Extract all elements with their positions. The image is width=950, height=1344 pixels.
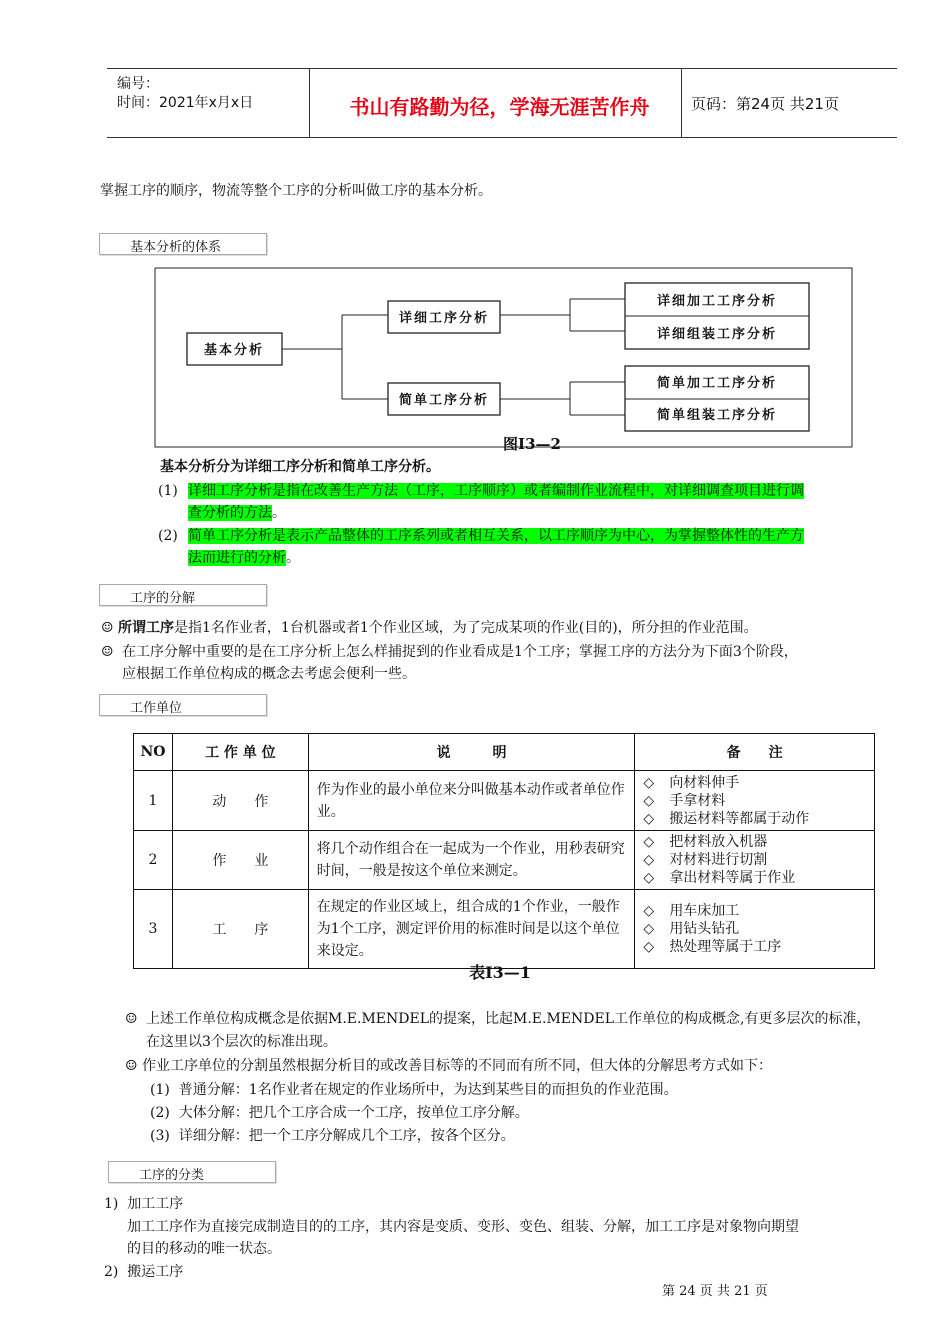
table-header-row — [134, 734, 875, 771]
table-row — [134, 890, 875, 969]
cell-no: 2 — [134, 831, 173, 890]
bullet-paragraph — [122, 641, 798, 685]
remark-text: 用车床加工 — [669, 903, 740, 919]
list-item — [188, 525, 804, 569]
bullet-paragraph — [146, 1008, 870, 1030]
header-serial: 编号： — [117, 76, 159, 92]
cell-remarks — [635, 890, 875, 969]
section-title-box — [99, 233, 267, 255]
remark-text: 搬运材料等都属于动作 — [669, 810, 810, 827]
diamond-icon: ◇ — [643, 852, 655, 868]
node-root: 基本分析 — [203, 343, 265, 358]
bullet-text: 应根据工作单位构成的概念去考虑会便利一些。 — [122, 666, 416, 682]
list-number: (1) — [150, 1082, 170, 1098]
column-header: 工 作 单 位 — [172, 734, 308, 771]
diamond-icon: ◇ — [643, 870, 655, 886]
node-simple-processing: 简单加工工序分析 — [656, 376, 778, 391]
header-time: 时间：2021年x月x日 — [117, 95, 254, 111]
highlighted-text: 法而进行的分析 — [188, 550, 286, 566]
smiley-icon: ☺ — [125, 1058, 138, 1074]
cell-unit: 作 业 — [172, 831, 308, 890]
list-number: 1) — [104, 1196, 119, 1212]
list-item — [150, 1125, 515, 1147]
list-text: 普通分解：1名作业者在规定的作业场所中，为达到某些目的而担负的作业范围。 — [178, 1082, 678, 1098]
remark-text: 热处理等属于工序 — [669, 939, 782, 955]
remark-text: 手拿材料 — [669, 792, 726, 809]
list-text: 详细分解：把一个工序分解成几个工序，按各个区分。 — [178, 1128, 515, 1144]
list-item — [188, 480, 804, 524]
class-title: 加工工序 — [127, 1196, 184, 1212]
smiley-icon: ☺ — [101, 620, 114, 636]
diamond-icon: ◇ — [643, 834, 655, 850]
node-simple-assembly: 简单组装工序分析 — [656, 408, 778, 423]
table-caption: 表I3—1 — [469, 963, 531, 982]
table-row — [134, 771, 875, 831]
list-number: (1) — [158, 483, 178, 499]
bullet-text: 作业工序单位的分割虽然根据分析目的或改善目标等的不同而有所不同，但大体的分解思考方式如下： — [142, 1058, 773, 1074]
header-divider — [309, 69, 310, 137]
diagram-caption: 图I3—2 — [503, 435, 561, 453]
punctuation: 。 — [286, 550, 300, 566]
bold-term: 所谓工序 — [118, 620, 175, 636]
column-header: NO — [134, 734, 173, 771]
description-text: 的目的移动的唯一状态。 — [127, 1241, 281, 1257]
cell-remarks — [635, 831, 875, 890]
node-detailed-analysis: 详细工序分析 — [398, 311, 490, 326]
remark-text: 对材料进行切割 — [669, 852, 768, 868]
header-motto: 书山有路勤为径，学海无涯苦作舟 — [349, 95, 650, 119]
intro-paragraph: 掌握工序的顺序，物流等整个工序的分析叫做工序的基本分析。 — [100, 183, 492, 199]
bullet-text: 上述工作单位构成概念是依据M.E.MENDEL的提案，比起M.E.MENDEL工作单位的构成概念,有更多层次的标准， — [146, 1011, 871, 1027]
diamond-icon: ◇ — [643, 903, 655, 919]
punctuation: 。 — [272, 505, 286, 521]
page-footer: 第 24 页 共 21 页 — [662, 1284, 768, 1299]
cell-unit: 工 序 — [172, 890, 308, 969]
section-title-box — [108, 1161, 276, 1183]
basic-analysis-diagram — [150, 265, 860, 455]
class-description — [127, 1216, 799, 1260]
section-title-box — [99, 694, 267, 716]
section-title: 工序的分解 — [130, 591, 196, 606]
diamond-icon: ◇ — [643, 939, 655, 955]
section-title: 工序的分类 — [139, 1168, 205, 1183]
section-title: 基本分析的体系 — [130, 240, 222, 255]
list-number: (2) — [150, 1105, 170, 1121]
header-page-info: 页码：第24页 共21页 — [691, 95, 839, 113]
remark-text: 拿出材料等属于作业 — [669, 870, 796, 886]
class-heading — [104, 1193, 183, 1215]
remark-text: 向材料伸手 — [669, 774, 740, 791]
remark-text: 用钻头钻孔 — [669, 921, 740, 937]
table-row — [134, 831, 875, 890]
page-header — [107, 68, 897, 138]
highlighted-text: 查分析的方法 — [188, 505, 272, 521]
node-detailed-processing: 详细加工工序分析 — [656, 294, 778, 309]
remark-text: 把材料放入机器 — [669, 834, 768, 850]
cell-description: 作为作业的最小单位来分叫做基本动作或者单位作业。 — [308, 771, 635, 831]
diamond-icon: ◇ — [643, 921, 655, 937]
smiley-icon: ☺ — [125, 1011, 138, 1027]
node-detailed-assembly: 详细组装工序分析 — [656, 327, 778, 342]
smiley-icon: ☺ — [101, 644, 114, 660]
column-header: 备 注 — [635, 734, 875, 771]
cell-remarks — [635, 771, 875, 831]
bullet-text: 在这里以3个层次的标准出现。 — [146, 1034, 337, 1050]
header-meta — [117, 75, 253, 113]
bullet-text: 是指1名作业者，1台机器或者1个作业区域，为了完成某项的作业(目的)，所分担的作业范围。 — [174, 620, 758, 636]
class-title: 搬运工序 — [127, 1264, 184, 1280]
diamond-icon: ◇ — [643, 810, 655, 827]
list-number: 2) — [104, 1264, 119, 1280]
column-header: 说 明 — [308, 734, 635, 771]
list-item — [150, 1079, 678, 1101]
summary-sentence: 基本分析分为详细工序分析和简单工序分析。 — [160, 459, 440, 475]
cell-no: 1 — [134, 771, 173, 831]
cell-no: 3 — [134, 890, 173, 969]
cell-description: 在规定的作业区域上，组合成的1个作业，一般作为1个工序，测定评价用的标准时间是以这个单位来设定。 — [308, 890, 635, 969]
cell-unit: 动 作 — [172, 771, 308, 831]
list-number: (2) — [158, 528, 178, 544]
list-text: 大体分解：把几个工序合成一个工序，按单位工序分解。 — [178, 1105, 529, 1121]
class-heading — [104, 1261, 183, 1283]
diamond-icon: ◇ — [643, 792, 655, 809]
section-title-box — [99, 584, 267, 606]
highlighted-text: 详细工序分析是指在改善生产方法（工序，工序顺序）或者编制作业流程中，对详细调查项目进行调 — [188, 483, 804, 499]
bullet-paragraph — [101, 617, 758, 639]
bullet-paragraph — [125, 1055, 772, 1077]
description-text: 加工工序作为直接完成制造目的的工序，其内容是变质、变形、变色、组装、分解，加工工序是对象物向期望 — [127, 1219, 799, 1235]
bullet-text: 在工序分解中重要的是在工序分析上怎么样捕捉到的作业看成是1个工序；掌握工序的方法分为下面3个阶段， — [122, 644, 798, 660]
list-number: (3) — [150, 1128, 170, 1144]
work-unit-table — [133, 733, 875, 969]
cell-description: 将几个动作组合在一起成为一个作业，用秒表研究时间，一般是按这个单位来测定。 — [308, 831, 635, 890]
highlighted-text: 简单工序分析是表示产品整体的工序系列或者相互关系，以工序顺序为中心，为掌握整体性的生产方 — [188, 528, 804, 544]
diamond-icon: ◇ — [643, 774, 655, 791]
node-simple-analysis: 简单工序分析 — [398, 393, 490, 408]
list-item — [150, 1102, 529, 1124]
section-title: 工作单位 — [130, 701, 183, 716]
